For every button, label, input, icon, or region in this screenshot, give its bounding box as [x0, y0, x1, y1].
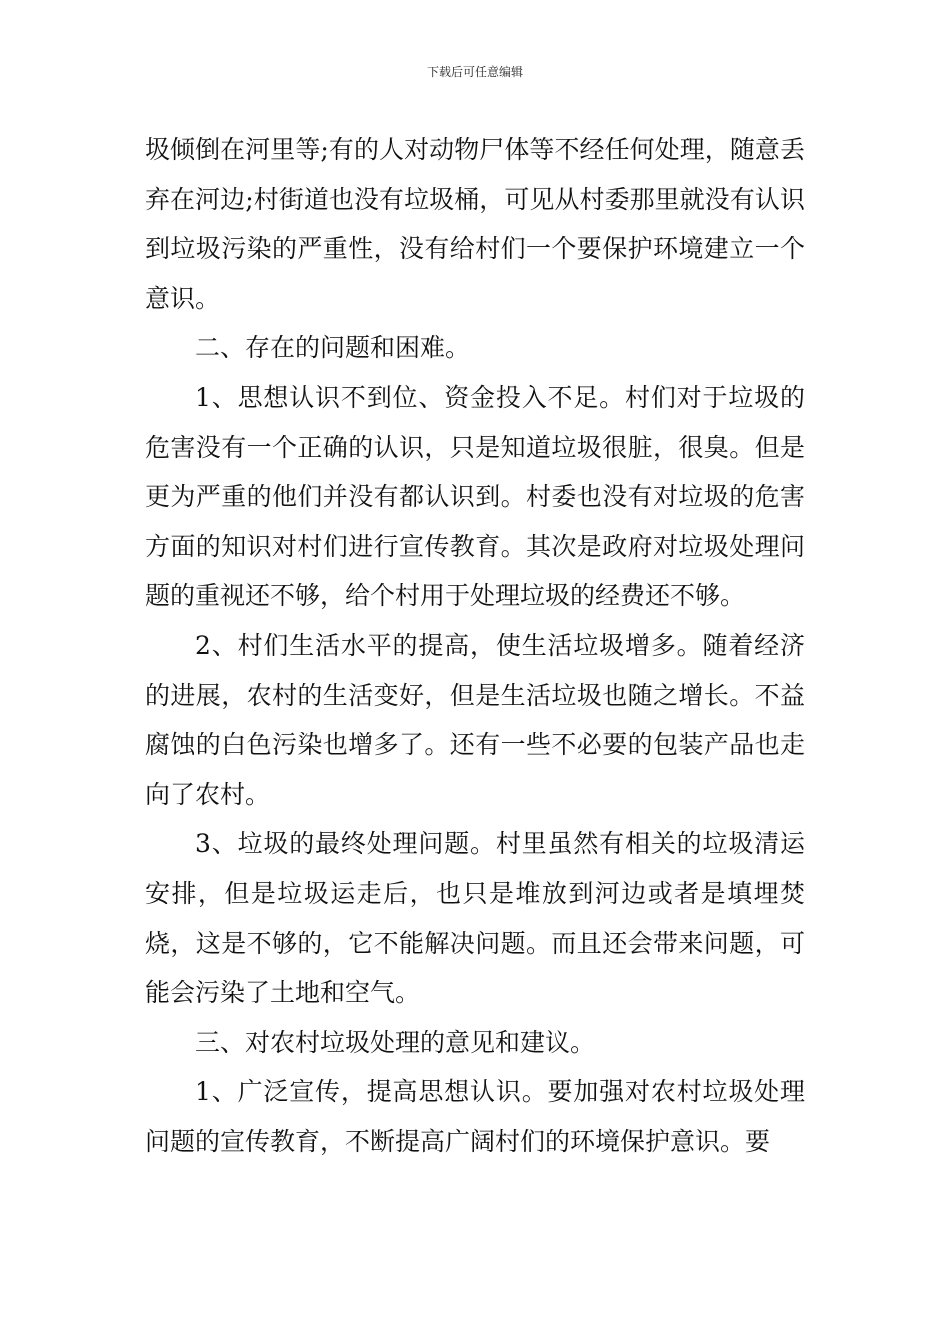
- paragraph-problem-2: 2、村们生活水平的提高，使生活垃圾增多。随着经济的进展，农村的生活变好，但是生活垃圾也随之增长。不益腐蚀的白色污染也增多了。还有一些不必要的包装产品也走向了农村。: [145, 630, 805, 809]
- paragraph-problem-1: 1、思想认识不到位、资金投入不足。村们对于垃圾的危害没有一个正确的认识，只是知道垃圾很脏，很臭。但是更为严重的他们并没有都认识到。村委也没有对垃圾的危害方面的知识对村们进行宣传教育。其次是政府对垃圾处理问题的重视还不够，给个村用于处理垃圾的经费还不够。: [145, 382, 805, 611]
- document-body: [145, 125, 805, 1166]
- paragraph-suggestion-1: 1、广泛宣传，提高思想认识。要加强对农村垃圾处理问题的宣传教育，不断提高广阔村们的环境保护意识。要: [145, 1077, 805, 1156]
- paragraph-continuation: 圾倾倒在河里等;有的人对动物尸体等不经任何处理，随意丢弃在河边;村街道也没有垃圾桶，可见从村委那里就没有认识到垃圾污染的严重性，没有给村们一个要保护环境建立一个意识。: [145, 135, 805, 313]
- paragraph-problem-3: 3、垃圾的最终处理问题。村里虽然有相关的垃圾清运安排，但是垃圾运走后，也只是堆放到河边或者是填埋焚烧，这是不够的，它不能解决问题。而且还会带来问题，可能会污染了土地和空气。: [145, 829, 805, 1008]
- page-header: 下载后可任意编辑: [426, 65, 523, 79]
- section-heading-suggestions: 三、对农村垃圾处理的意见和建议。: [195, 1027, 596, 1057]
- section-heading-problems: 二、存在的问题和困难。: [195, 333, 471, 363]
